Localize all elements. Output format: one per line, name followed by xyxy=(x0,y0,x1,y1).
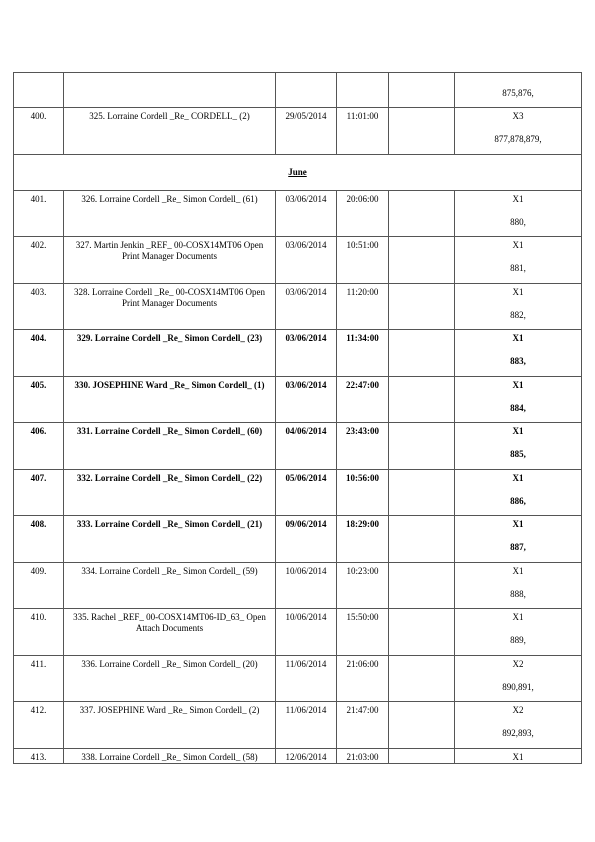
blank-cell xyxy=(389,190,455,237)
time-cell: 20:06:00 xyxy=(337,190,389,237)
date-cell: 11/06/2014 xyxy=(276,702,337,749)
page-numbers: 886, xyxy=(510,495,526,506)
date-cell: 03/06/2014 xyxy=(276,237,337,284)
row-number-cell: 401. xyxy=(14,190,64,237)
table-row xyxy=(14,376,582,423)
page-numbers: 881, xyxy=(510,263,526,273)
description-cell: 329. Lorraine Cordell _Re_ Simon Cordell_ (23) xyxy=(64,330,276,377)
description-cell: 335. Rachel _REF_ 00-COSX14MT06-ID_63_ Open Attach Documents xyxy=(64,609,276,656)
pages-cell xyxy=(455,609,582,656)
row-number-cell: 403. xyxy=(14,283,64,330)
pages-cell xyxy=(455,330,582,377)
table-row xyxy=(14,190,582,237)
copy-count: X1 xyxy=(512,240,524,250)
blank-cell xyxy=(389,609,455,656)
copy-count: X1 xyxy=(512,612,524,622)
document-page xyxy=(13,72,581,764)
time-cell: 15:50:00 xyxy=(337,609,389,656)
copy-count: X1 xyxy=(512,193,524,204)
date-cell xyxy=(276,73,337,108)
time-cell: 21:03:00 xyxy=(337,748,389,763)
page-numbers: 880, xyxy=(510,216,526,227)
table-row xyxy=(14,702,582,749)
description-cell: 337. JOSEPHINE Ward _Re_ Simon Cordell_ (2) xyxy=(64,702,276,749)
pages-cell xyxy=(455,469,582,516)
row-number-cell: 402. xyxy=(14,237,64,284)
description-cell: 326. Lorraine Cordell _Re_ Simon Cordell_ (61) xyxy=(64,190,276,237)
month-cell xyxy=(14,154,582,190)
pages-cell xyxy=(455,73,582,108)
description-cell xyxy=(64,73,276,108)
description-cell: 325. Lorraine Cordell _Re_ CORDELL_ (2) xyxy=(64,108,276,155)
description-cell: 336. Lorraine Cordell _Re_ Simon Cordell_ (20) xyxy=(64,655,276,702)
pages-cell xyxy=(455,702,582,749)
blank-cell xyxy=(389,655,455,702)
blank-cell xyxy=(389,283,455,330)
table-row xyxy=(14,108,582,155)
time-cell: 21:47:00 xyxy=(337,702,389,749)
description-cell: 330. JOSEPHINE Ward _Re_ Simon Cordell_ (1) xyxy=(64,376,276,423)
row-number-cell: 408. xyxy=(14,516,64,563)
date-cell: 03/06/2014 xyxy=(276,330,337,377)
row-number-cell: 411. xyxy=(14,655,64,702)
description-cell: 332. Lorraine Cordell _Re_ Simon Cordell_ (22) xyxy=(64,469,276,516)
description-cell: 327. Martin Jenkin _REF_ 00-COSX14MT06 Open Print Manager Documents xyxy=(64,237,276,284)
pages-cell xyxy=(455,190,582,237)
copy-count: X1 xyxy=(512,565,524,576)
blank-cell xyxy=(389,748,455,763)
time-cell: 21:06:00 xyxy=(337,655,389,702)
pages-cell xyxy=(455,748,582,763)
row-number-cell xyxy=(14,73,64,108)
blank-cell xyxy=(389,330,455,377)
date-cell: 05/06/2014 xyxy=(276,469,337,516)
pages-cell xyxy=(455,376,582,423)
table-row xyxy=(14,469,582,516)
description-cell: 331. Lorraine Cordell _Re_ Simon Cordell_ (60) xyxy=(64,423,276,470)
row-number-cell: 404. xyxy=(14,330,64,377)
page-numbers: 887, xyxy=(510,542,526,552)
page-numbers: 892,893, xyxy=(502,728,534,738)
date-cell: 10/06/2014 xyxy=(276,609,337,656)
row-number-cell: 409. xyxy=(14,562,64,609)
date-cell: 03/06/2014 xyxy=(276,376,337,423)
date-cell: 12/06/2014 xyxy=(276,748,337,763)
row-number-cell: 405. xyxy=(14,376,64,423)
table-row xyxy=(14,655,582,702)
time-cell: 10:23:00 xyxy=(337,562,389,609)
copy-count: X1 xyxy=(512,472,524,483)
time-cell xyxy=(337,73,389,108)
copy-count: X2 xyxy=(512,705,524,715)
pages-cell xyxy=(455,655,582,702)
row-number-cell: 400. xyxy=(14,108,64,155)
page-numbers: 888, xyxy=(510,588,526,599)
copy-count: X2 xyxy=(512,658,524,669)
page-numbers: 885, xyxy=(510,449,526,459)
pages-cell xyxy=(455,516,582,563)
time-cell: 22:47:00 xyxy=(337,376,389,423)
date-cell: 03/06/2014 xyxy=(276,190,337,237)
table-row xyxy=(14,423,582,470)
copy-count: X1 xyxy=(512,519,524,529)
date-cell: 03/06/2014 xyxy=(276,283,337,330)
date-cell: 29/05/2014 xyxy=(276,108,337,155)
blank-cell xyxy=(389,423,455,470)
blank-cell xyxy=(389,516,455,563)
page-numbers: 877,878,879, xyxy=(494,134,542,144)
month-label: June xyxy=(288,166,307,177)
time-cell: 18:29:00 xyxy=(337,516,389,563)
row-number-cell: 406. xyxy=(14,423,64,470)
page-numbers: 884, xyxy=(510,402,526,413)
page-numbers: 883, xyxy=(510,356,526,366)
pages-cell xyxy=(455,237,582,284)
row-number-cell: 413. xyxy=(14,748,64,763)
page-numbers: 889, xyxy=(510,635,526,645)
blank-cell xyxy=(389,237,455,284)
month-header-row xyxy=(14,154,582,190)
pages-cell xyxy=(455,283,582,330)
pages-cell xyxy=(455,108,582,155)
blank-cell xyxy=(389,73,455,108)
date-cell: 09/06/2014 xyxy=(276,516,337,563)
copy-count: X3 xyxy=(512,111,524,121)
exhibit-index-table xyxy=(13,72,582,764)
time-cell: 11:34:00 xyxy=(337,330,389,377)
description-cell: 333. Lorraine Cordell _Re_ Simon Cordell_ (21) xyxy=(64,516,276,563)
copy-count: X1 xyxy=(512,426,524,436)
page-numbers: 882, xyxy=(510,309,526,320)
blank-cell xyxy=(389,702,455,749)
date-cell: 04/06/2014 xyxy=(276,423,337,470)
blank-cell xyxy=(389,469,455,516)
blank-cell xyxy=(389,108,455,155)
pages-cell xyxy=(455,423,582,470)
row-number-cell: 410. xyxy=(14,609,64,656)
date-cell: 11/06/2014 xyxy=(276,655,337,702)
copy-count: X1 xyxy=(512,751,524,762)
blank-cell xyxy=(389,376,455,423)
time-cell: 10:51:00 xyxy=(337,237,389,284)
date-cell: 10/06/2014 xyxy=(276,562,337,609)
copy-count: X1 xyxy=(512,286,524,297)
table-row xyxy=(14,330,582,377)
copy-count: X1 xyxy=(512,333,524,343)
description-cell: 334. Lorraine Cordell _Re_ Simon Cordell_ (59) xyxy=(64,562,276,609)
page-numbers: 890,891, xyxy=(502,681,534,692)
time-cell: 23:43:00 xyxy=(337,423,389,470)
page-numbers: 875,876, xyxy=(502,88,534,98)
description-cell: 328. Lorraine Cordell _Re_ 00-COSX14MT06 Open Print Manager Documents xyxy=(64,283,276,330)
row-number-cell: 412. xyxy=(14,702,64,749)
table-row xyxy=(14,283,582,330)
description-cell: 338. Lorraine Cordell _Re_ Simon Cordell_ (58) xyxy=(64,748,276,763)
table-row xyxy=(14,748,582,763)
table-row xyxy=(14,516,582,563)
time-cell: 11:20:00 xyxy=(337,283,389,330)
pages-cell xyxy=(455,562,582,609)
table-row xyxy=(14,237,582,284)
blank-cell xyxy=(389,562,455,609)
table-row xyxy=(14,609,582,656)
table-row xyxy=(14,73,582,108)
time-cell: 10:56:00 xyxy=(337,469,389,516)
copy-count: X1 xyxy=(512,379,524,390)
time-cell: 11:01:00 xyxy=(337,108,389,155)
table-row xyxy=(14,562,582,609)
row-number-cell: 407. xyxy=(14,469,64,516)
